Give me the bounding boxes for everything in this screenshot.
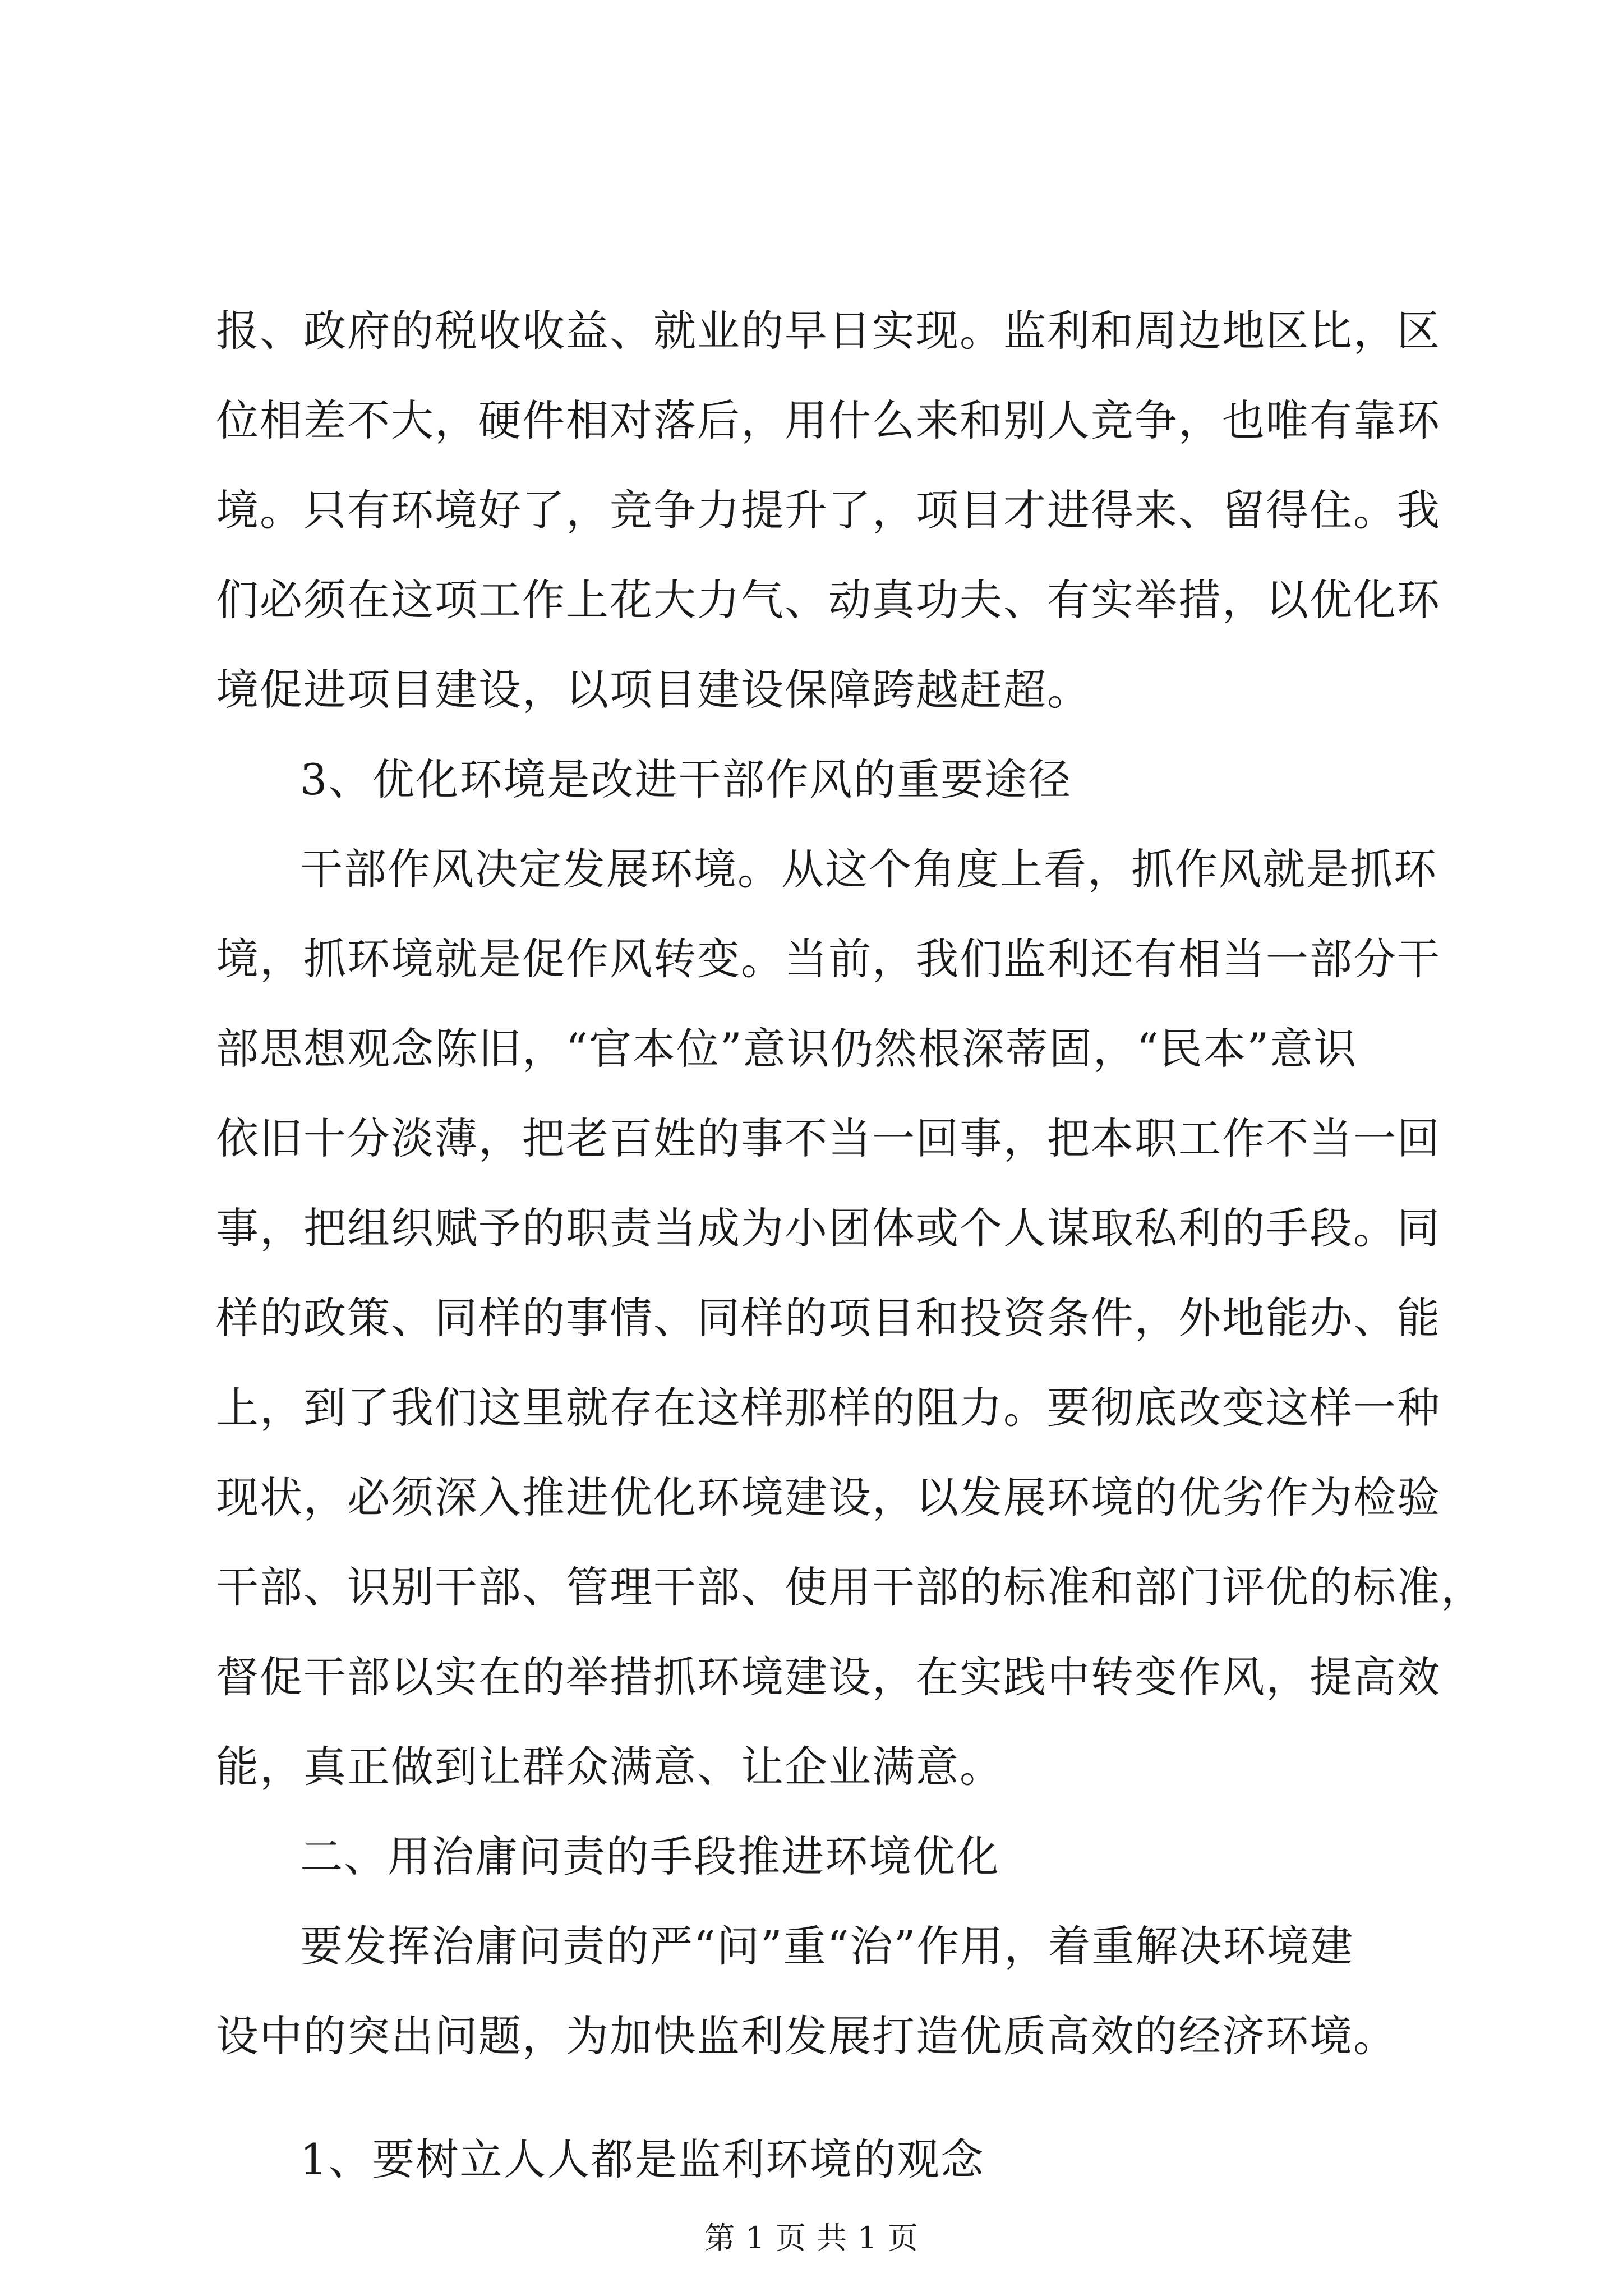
body-line: 干部、识别干部、管理干部、使用干部的标准和部门评优的标准，: [216, 1562, 1484, 1612]
body-line: 督促干部以实在的举措抓环境建设，在实践中转变作风，提高效: [216, 1652, 1441, 1702]
page-footer: 第 1 页 共 1 页: [704, 2220, 919, 2256]
body-line: 要发挥治庸问责的严“问”重“治”作用，着重解决环境建: [300, 1921, 1354, 1971]
body-line: 报、政府的税收收益、就业的早日实现。监利和周边地区比，区: [216, 306, 1441, 356]
body-line: 能，真正做到让群众满意、让企业满意。: [216, 1742, 1003, 1792]
body-line: 依旧十分淡薄，把老百姓的事不当一回事，把本职工作不当一回: [216, 1114, 1441, 1163]
body-line: 现状，必须深入推进优化环境建设，以发展环境的优劣作为检验: [216, 1473, 1441, 1522]
body-line: 位相差不大，硬件相对落后，用什么来和别人竞争，也唯有靠环: [216, 395, 1441, 445]
body-line: 上，到了我们这里就存在这样那样的阻力。要彻底改变这样一种: [216, 1383, 1441, 1433]
body-line: 干部作风决定发展环境。从这个角度上看，抓作风就是抓环: [300, 844, 1437, 894]
section-heading: 二、用治庸问责的手段推进环境优化: [300, 1832, 1000, 1881]
body-line: 们必须在这项工作上花大力气、动真功夫、有实举措，以优化环: [216, 575, 1441, 625]
body-line: 样的政策、同样的事情、同样的项目和投资条件，外地能办、能: [216, 1293, 1441, 1343]
body-line: 部思想观念陈旧，“官本位”意识仍然根深蒂固，“民本”意识: [216, 1024, 1358, 1074]
body-line: 境，抓环境就是促作风转变。当前，我们监利还有相当一部分干: [216, 934, 1441, 984]
section-heading: 1、要树立人人都是监利环境的观念: [300, 2134, 985, 2184]
body-line: 设中的突出问题，为加快监利发展打造优质高效的经济环境。: [216, 2011, 1397, 2061]
section-heading: 3、优化环境是改进干部作风的重要途径: [300, 754, 1072, 804]
body-line: 境促进项目建设，以项目建设保障跨越赶超。: [216, 665, 1091, 715]
body-line: 事，把组织赋予的职责当成为小团体或个人谋取私利的手段。同: [216, 1203, 1441, 1253]
body-line: 境。只有环境好了，竞争力提升了，项目才进得来、留得住。我: [216, 485, 1441, 535]
